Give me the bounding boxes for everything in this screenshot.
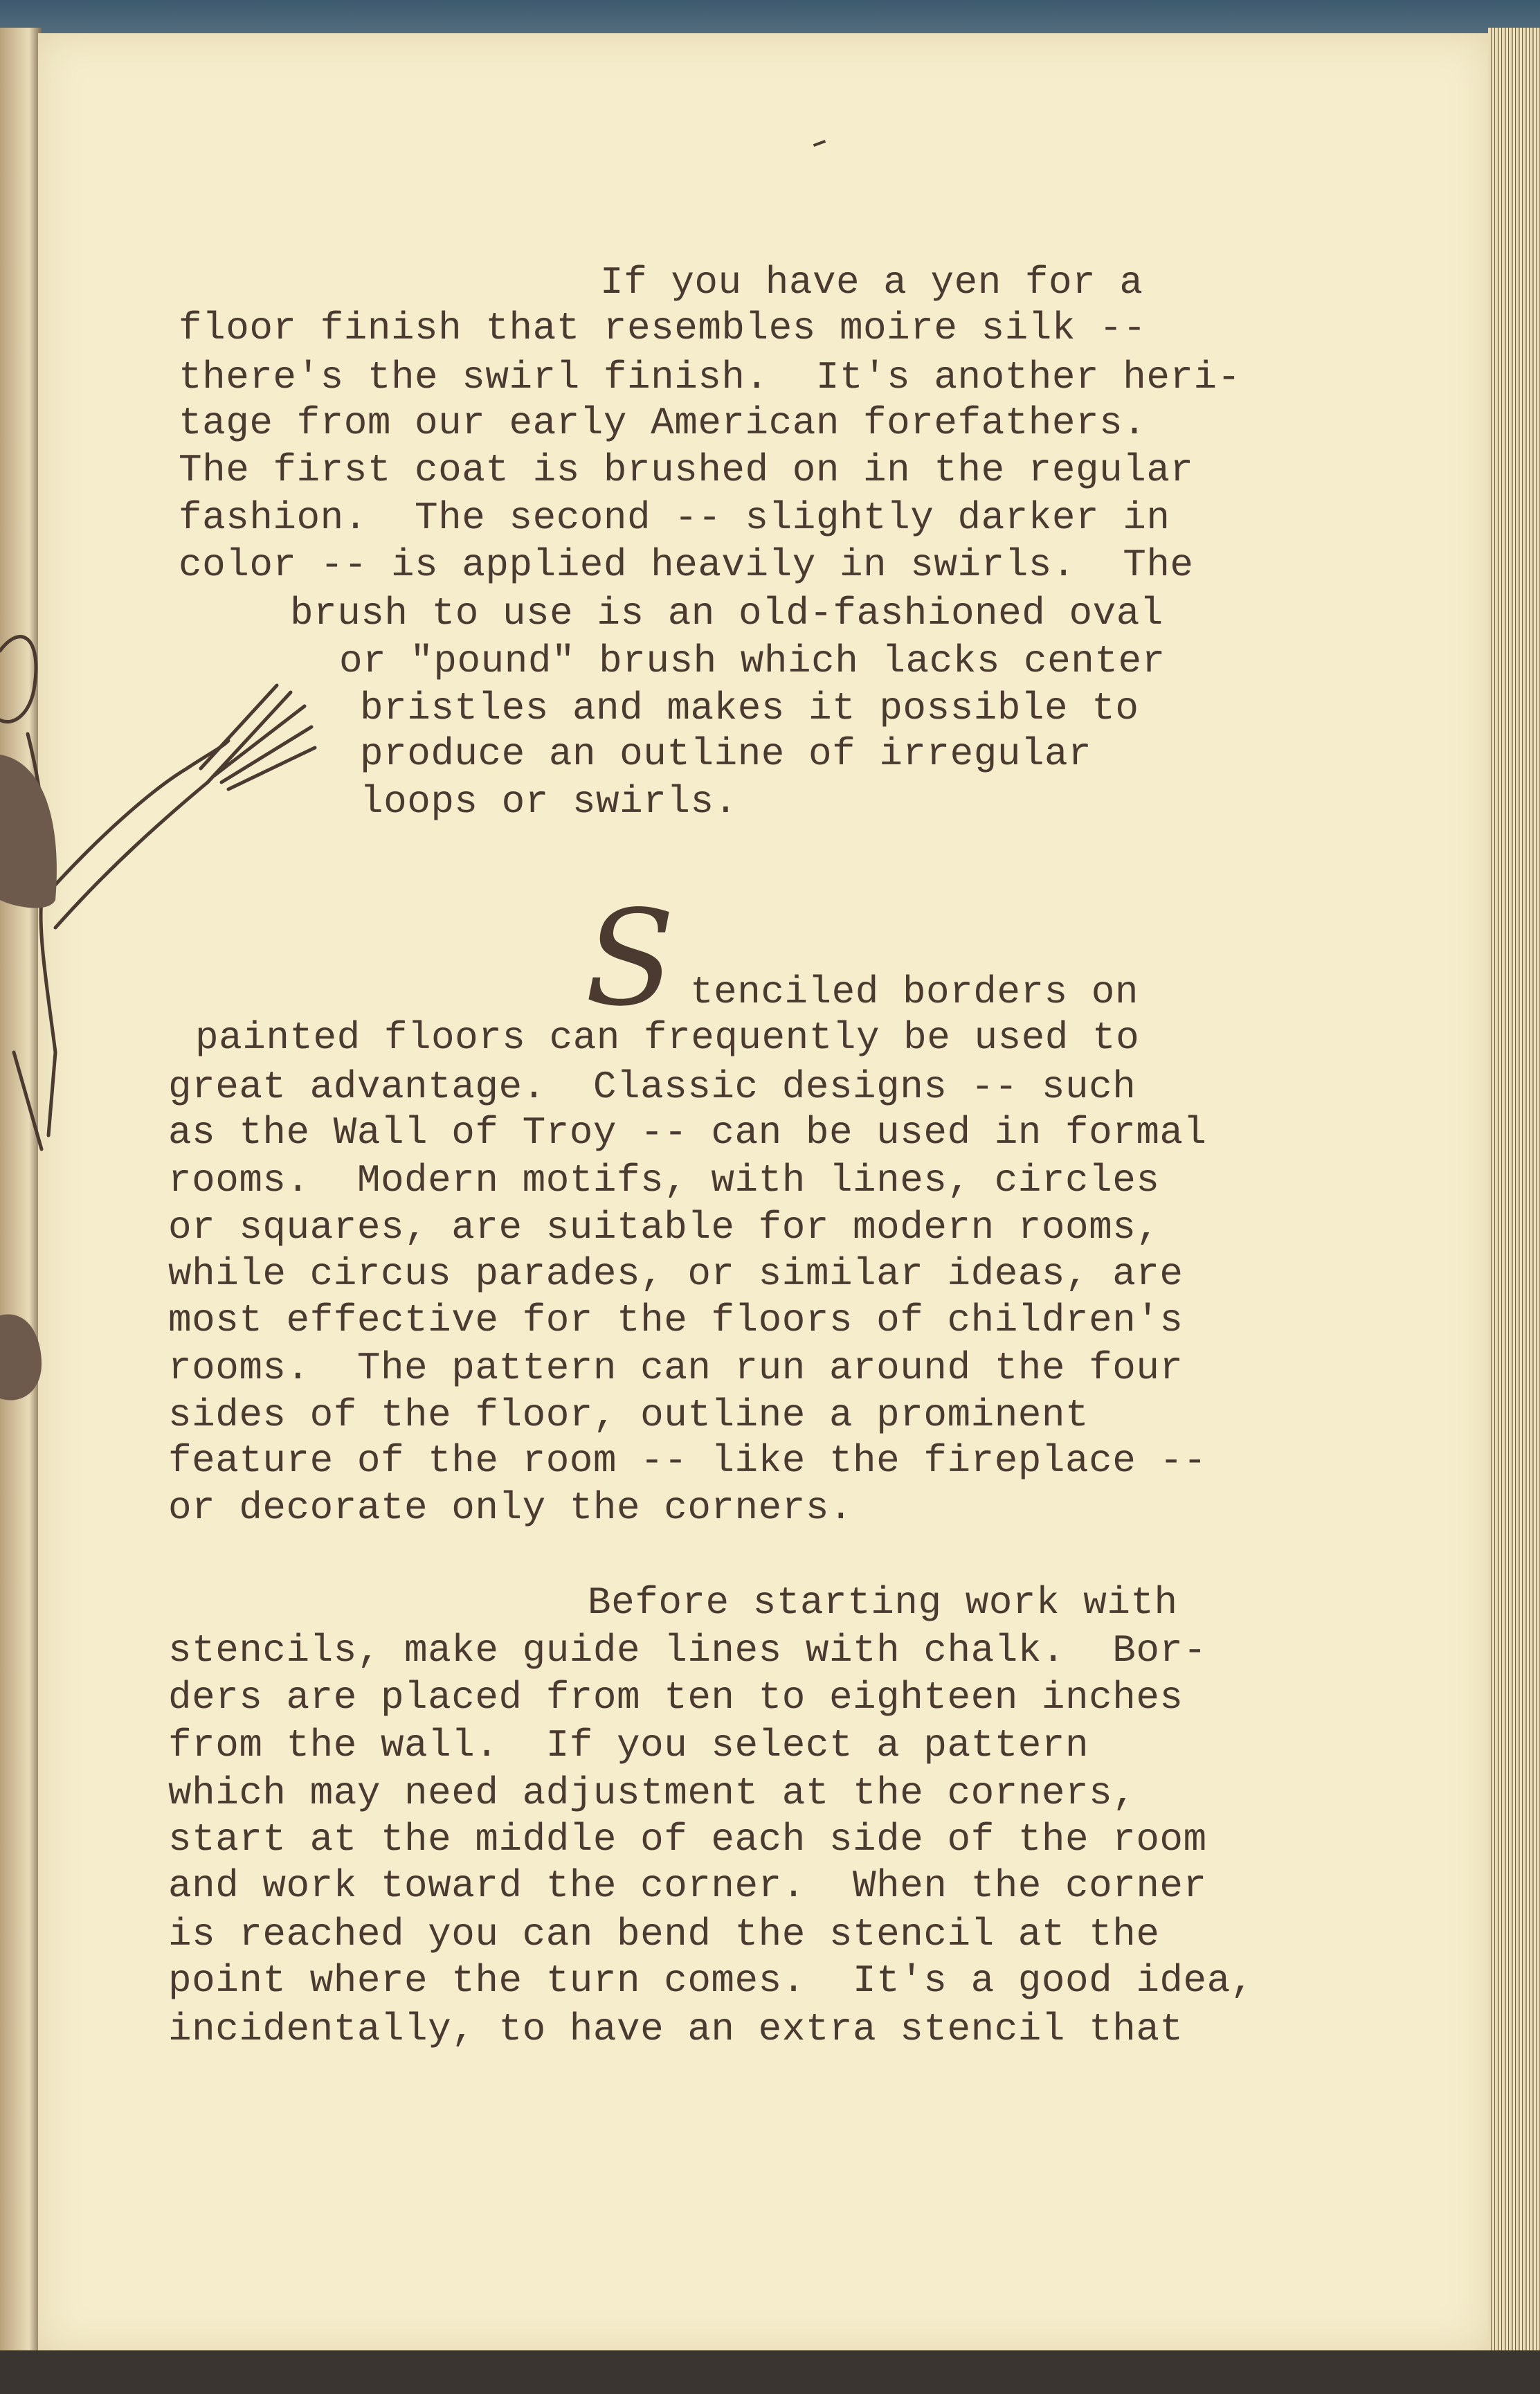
text-line: color -- is applied heavily in swirls. The xyxy=(179,543,1194,587)
text-line: stencils, make guide lines with chalk. Bor- xyxy=(168,1628,1207,1673)
text-line: If you have a yen for a xyxy=(600,260,1143,305)
text-line: tenciled borders on xyxy=(690,970,1139,1014)
text-line: produce an outline of irregular xyxy=(360,732,1092,776)
text-line: while circus parades, or similar ideas, are xyxy=(168,1252,1184,1296)
text-line: is reached you can bend the stencil at the xyxy=(168,1912,1160,1956)
book-cover-bottom xyxy=(0,2350,1540,2394)
text-line: from the wall. If you select a pattern xyxy=(168,1723,1089,1767)
text-line: rooms. Modern motifs, with lines, circles xyxy=(168,1158,1160,1203)
text-line: tage from our early American forefathers. xyxy=(179,401,1147,445)
text-line: feature of the room -- like the fireplace -- xyxy=(168,1439,1207,1483)
page-edges xyxy=(1488,28,1540,2375)
drop-cap: S xyxy=(585,882,676,1035)
text-line: and work toward the corner. When the corner xyxy=(168,1864,1207,1908)
text-line: painted floors can frequently be used to xyxy=(195,1016,1140,1060)
text-line: incidentally, to have an extra stencil that xyxy=(168,2007,1184,2051)
text-line: fashion. The second -- slightly darker in xyxy=(179,496,1170,540)
text-line: or squares, are suitable for modern rooms, xyxy=(168,1205,1160,1250)
text-line: great advantage. Classic designs -- such xyxy=(168,1065,1136,1109)
text-line: sides of the floor, outline a prominent xyxy=(168,1393,1089,1437)
text-line: loops or swirls. xyxy=(360,780,738,824)
text-line: start at the middle of each side of the room xyxy=(168,1817,1207,1862)
text-line: Before starting work with xyxy=(588,1581,1178,1625)
text-line: rooms. The pattern can run around the four xyxy=(168,1346,1184,1390)
text-line: The first coat is brushed on in the regular xyxy=(179,448,1194,492)
text-line: bristles and makes it possible to xyxy=(360,686,1139,730)
text-line: point where the turn comes. It's a good idea, xyxy=(168,1959,1254,2003)
text-line: ders are placed from ten to eighteen inches xyxy=(168,1675,1184,1720)
text-line: or decorate only the corners. xyxy=(168,1486,853,1530)
book-cover-top xyxy=(0,0,1540,38)
text-line: there's the swirl finish. It's another heri- xyxy=(179,355,1241,399)
text-line: most effective for the floors of children's xyxy=(168,1298,1184,1342)
text-line: or "pound" brush which lacks center xyxy=(339,639,1166,683)
text-line: which may need adjustment at the corners, xyxy=(168,1771,1136,1815)
text-line: floor finish that resembles moire silk -- xyxy=(179,306,1147,350)
text-line: brush to use is an old-fashioned oval xyxy=(290,591,1163,636)
text-line: as the Wall of Troy -- can be used in formal xyxy=(168,1110,1207,1155)
